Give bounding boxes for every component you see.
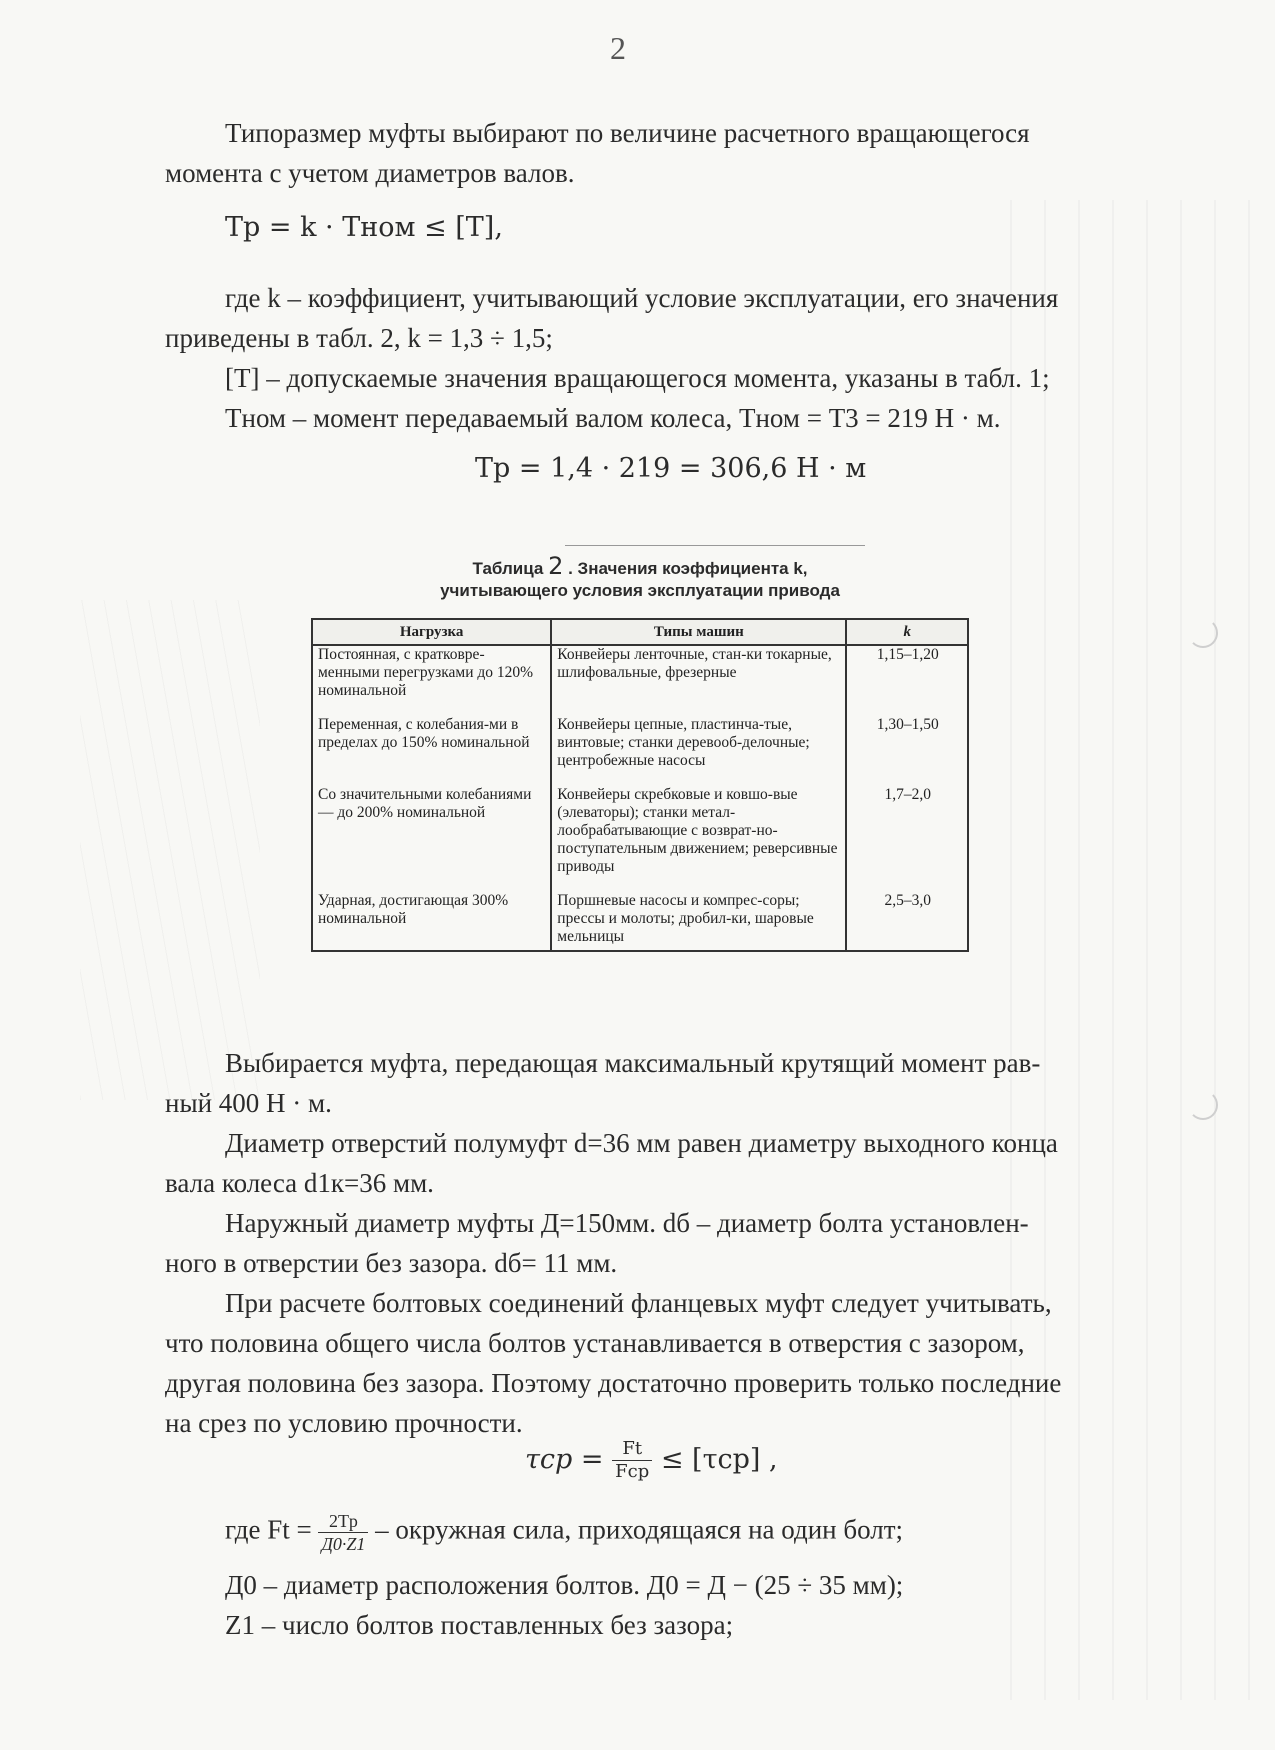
paragraph-line: При расчете болтовых соединений фланцевых муфт следует учитывать, (225, 1288, 1052, 1318)
header-load: Нагрузка (312, 619, 551, 645)
paragraph-line: приведены в табл. 2, k = 1,3 ÷ 1,5; (165, 323, 553, 353)
ft-description: – окружная сила, приходящаяся на один болт; (375, 1514, 904, 1545)
table-row (312, 716, 968, 786)
punch-hole (1188, 618, 1218, 648)
cell-k: 1,7–2,0 (846, 786, 968, 892)
equation-ft (225, 1510, 903, 1555)
caption-rule (565, 545, 865, 546)
table-row (312, 892, 968, 951)
bleed-through-text (1010, 200, 1250, 1700)
paragraph-line: Выбирается муфта, передающая максимальный крутящий момент рав- (225, 1048, 1041, 1078)
cell-machines: Поршневые насосы и компрес-соры; прессы и молоты; дробил-ки, шаровые мельницы (551, 892, 846, 951)
cell-load: Ударная, достигающая 300% номинальной (312, 892, 551, 951)
cell-machines: Конвейеры цепные, пластинча-тые, винтовые; станки деревооб-делочные; центробежные насосы (551, 716, 846, 786)
table-row (312, 786, 968, 892)
ft-fraction (318, 1510, 368, 1555)
coefficient-table (311, 618, 969, 952)
tau-lhs: τср = (525, 1444, 604, 1475)
caption-line1: . Значения коэффициента k, (568, 559, 808, 578)
paragraph-line: вала колеса d1к=36 мм. (165, 1168, 434, 1198)
paragraph-line: другая половина без зазора. Поэтому достаточно проверить только последние (165, 1368, 1062, 1398)
caption-prefix: Таблица (472, 559, 544, 578)
bleed-through-scribble (80, 600, 260, 1100)
equation-shear-stress (525, 1438, 778, 1483)
cell-k: 2,5–3,0 (846, 892, 968, 951)
cell-k: 1,30–1,50 (846, 716, 968, 786)
paragraph-line: ного в отверстии без зазора. dб= 11 мм. (165, 1248, 618, 1278)
cell-load: Со значительными колебаниями — до 200% номинальной (312, 786, 551, 892)
table-row (312, 645, 968, 716)
paragraph-line: Z1 – число болтов поставленных без зазора; (225, 1610, 734, 1640)
paragraph-line: ный 400 Н · м. (165, 1088, 332, 1118)
tau-fraction (612, 1438, 652, 1483)
tau-rhs: ≤ [τср] , (660, 1444, 778, 1475)
caption-number: 2 (548, 552, 564, 580)
cell-k: 1,15–1,20 (846, 645, 968, 716)
paragraph-line: момента с учетом диаметров валов. (165, 158, 575, 188)
caption-line2: учитывающего условия эксплуатации привода (440, 581, 840, 600)
paragraph-line: Д0 – диаметр расположения болтов. Д0 = Д − (25 ÷ 35 мм); (225, 1570, 904, 1600)
tau-denominator: Fср (615, 1461, 650, 1482)
ft-denominator: Д0·Z1 (321, 1534, 366, 1554)
table-caption (340, 552, 940, 602)
cell-load: Переменная, с колебания-ми в пределах до 150% номинальной (312, 716, 551, 786)
paragraph-line: что половина общего числа болтов устанавливается в отверстия с зазором, (165, 1328, 1025, 1358)
header-k: k (846, 619, 968, 645)
equation-tp-definition: Tр = k · Tном ≤ [T], (225, 212, 503, 243)
paragraph-line: Типоразмер муфты выбирают по величине расчетного вращающегося (225, 118, 1030, 148)
cell-machines: Конвейеры скребковые и ковшо-вые (элеваторы); станки метал-лообрабатывающие с возврат-но-поступательным движением; реверсивные приводы (551, 786, 846, 892)
paragraph-line: Наружный диаметр муфты Д=150мм. dб – диаметр болта установлен- (225, 1208, 1029, 1238)
paragraph-line: на срез по условию прочности. (165, 1408, 523, 1438)
paragraph-line: Диаметр отверстий полумуфт d=36 мм равен диаметру выходного конца (225, 1128, 1058, 1158)
cell-load: Постоянная, с кратковре-менными перегрузками до 120% номинальной (312, 645, 551, 716)
page-number: 2 (610, 30, 626, 66)
paragraph-line: [T] – допускаемые значения вращающегося момента, указаны в табл. 1; (225, 363, 1050, 393)
paragraph-line: Tном – момент передаваемый валом колеса, Tном = T3 = 219 Н · м. (225, 403, 1001, 433)
ft-lhs: где Ft = (225, 1514, 312, 1545)
header-machines: Типы машин (551, 619, 846, 645)
cell-machines: Конвейеры ленточные, стан-ки токарные, шлифовальные, фрезерные (551, 645, 846, 716)
punch-hole (1188, 1090, 1218, 1120)
paragraph-line: где k – коэффициент, учитывающий условие эксплуатации, его значения (225, 283, 1059, 313)
table-header-row (312, 619, 968, 645)
ft-numerator: 2Tр (318, 1510, 368, 1533)
equation-tp-calculation: Tр = 1,4 · 219 = 306,6 Н · м (475, 453, 867, 484)
tau-numerator: Ft (612, 1438, 652, 1461)
